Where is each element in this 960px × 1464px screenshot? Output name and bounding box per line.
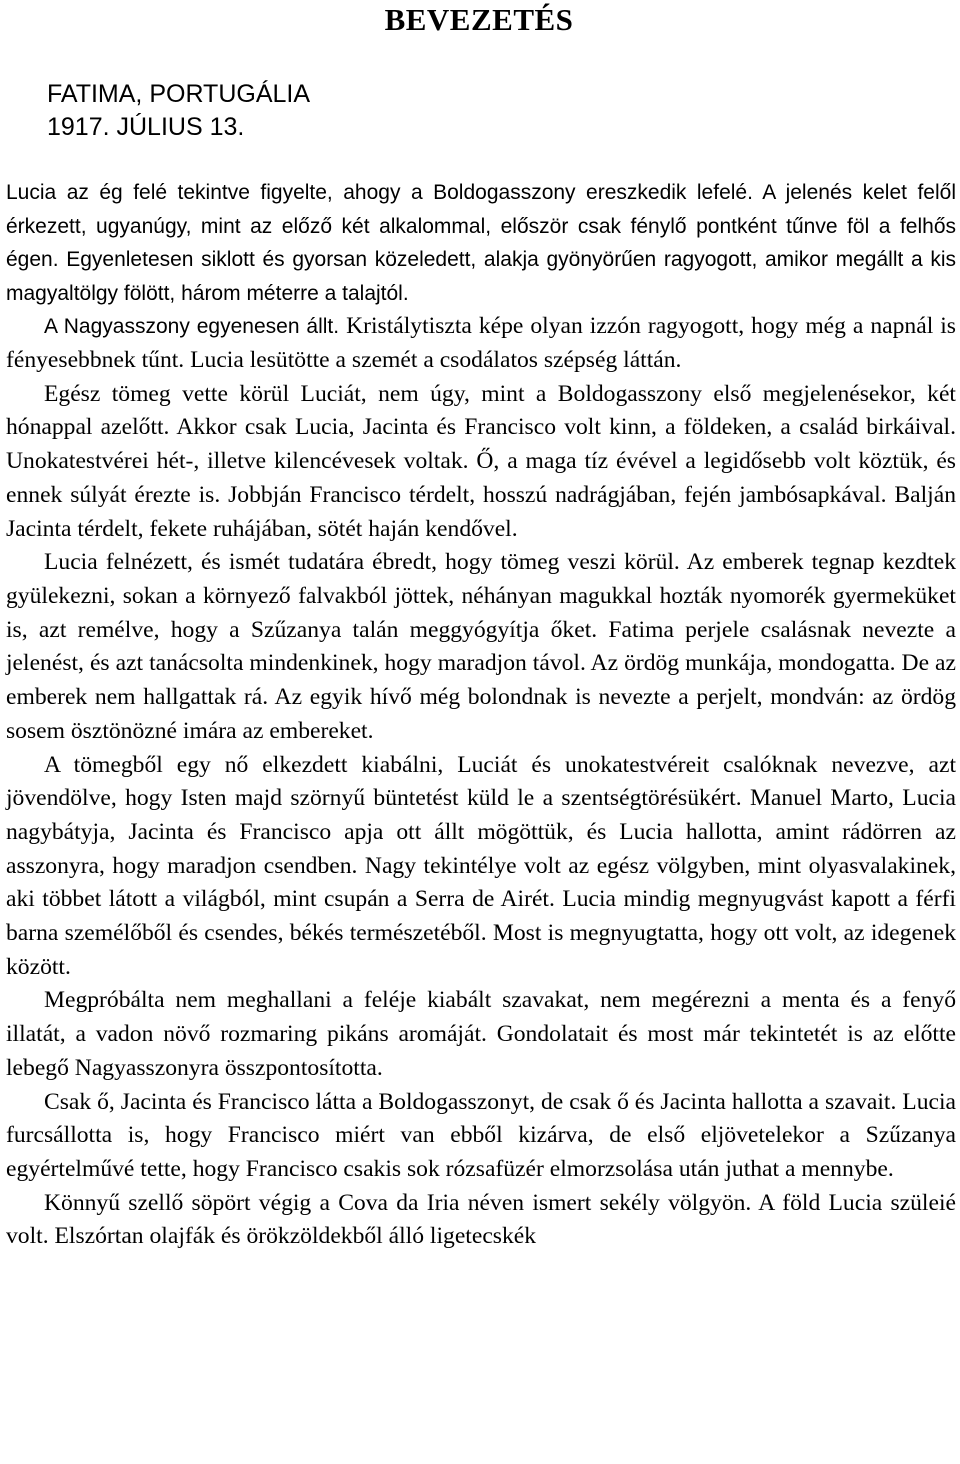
paragraph-1: Lucia az ég felé tekintve figyelte, ahogy a Boldogasszony ereszkedik lefelé. A jelenés kelet felől érkezett, ugyanúgy, mint az előző két alkalommal, először csak fénylő pontként tűnve föl a felhős égen. Egyenletesen siklott és gyorsan közeledett, alakja gyönyörűen ragyogott, amikor megállt a kis magyaltölgy fölött, három méterre a talajtól. xyxy=(6,181,956,305)
paragraph-8: Könnyű szellő söpört végig a Cova da Iria néven ismert sekély völgyön. A föld Lucia szüleié volt. Elszórtan olajfák és örökzöldekből álló ligetecskék xyxy=(6,1189,956,1250)
paragraph-6: Megpróbálta nem meghallani a feléje kiabált szavakat, nem megérezni a menta és a fenyő illatát, a vadon növő rozmaring pikáns aromáját. Gondolatait és most már tekintetét is az előtte lebegő Nagyasszonyra összpontosította. xyxy=(6,987,956,1081)
paragraph-2-serif-part: Kristálytiszta képe olyan izzón ragyogott, hogy még a napnál is fényesebbnek tűnt. Lucia lesütötte a szemét a csodálatos szépség láttán. xyxy=(6,313,956,374)
chapter-heading-text: BEVEZETÉS xyxy=(384,2,574,37)
chapter-heading xyxy=(0,2,959,38)
paragraph-4: Lucia felnézett, és ismét tudatára ébredt, hogy tömeg veszi körül. Az emberek tegnap kezdtek gyülekezni, sokan a környező falvakból jöttek, néhányan magukkal hozták nyomorék gyermeküket is, azt remélve, hogy a Szűzanya talán meggyógyítja őket. Fatima perjele csalásnak nevezte a jelenést, és azt tanácsolta mindenkinek, hogy maradjon távol. Az ördög munkája, mondogatta. De az emberek nem hallgattak rá. Az egyik hívő még bolondnak is nevezte a perjelt, mondván: az ördög sosem ösztönözné imára az embereket. xyxy=(6,549,956,744)
paragraph-5: A tömegből egy nő elkezdett kiabálni, Luciát és unokatestvéreit csalóknak nevezve, azt jövendölve, hogy Isten majd szörnyű büntetést küld le a szentségtörésükért. Manuel Marto, Lucia nagybátyja, Jacinta és Francisco apja ott állt mögöttük, és Lucia hallotta, amint rádörren az asszonyra, hogy maradjon csendben. Nagy tekintélye volt az egész völgyben, mint olyasvalakinek, aki többet látott a világból, mint csupán a Serra de Airét. Lucia mindig megnyugvást kapott a férfi barna személőből és csendes, békés természetéből. Most is megnyugtatta, hogy ott volt, az idegenek között. xyxy=(6,751,956,980)
paragraph-2-sans-part: A Nagyasszony egyenesen állt. xyxy=(44,315,340,339)
location-date-block xyxy=(47,78,310,144)
paragraph-2 xyxy=(6,310,956,377)
body-text xyxy=(6,176,956,1254)
date-line: 1917. JÚLIUS 13. xyxy=(47,113,245,141)
paragraph-7: Csak ő, Jacinta és Francisco látta a Boldogasszonyt, de csak ő és Jacinta hallotta a szavait. Lucia furcsállotta is, hogy Francisco miért van ebből kizárva, de első eljövetelekor a Szűzanya egyértelművé tette, hogy Francisco csakis sok rózsafüzér elmorzsolása után juthat a mennybe. xyxy=(6,1088,956,1182)
paragraph-3: Egész tömeg vette körül Luciát, nem úgy, mint a Boldogasszony első megjelenésekor, két hónappal azelőtt. Akkor csak Lucia, Jacinta és Francisco volt kinn, a földeken, a család birkáival. Unokatestvérei hét-, illetve kilencévesek voltak. Ő, a maga tíz évével a legidősebb volt köztük, és ennek súlyát érezte is. Jobbján Francisco térdelt, hosszú nadrágjában, fején jambósapkával. Balján Jacinta térdelt, fekete ruhájában, sötét haján kendővel. xyxy=(6,380,956,542)
location-line: FATIMA, PORTUGÁLIA xyxy=(47,80,311,108)
